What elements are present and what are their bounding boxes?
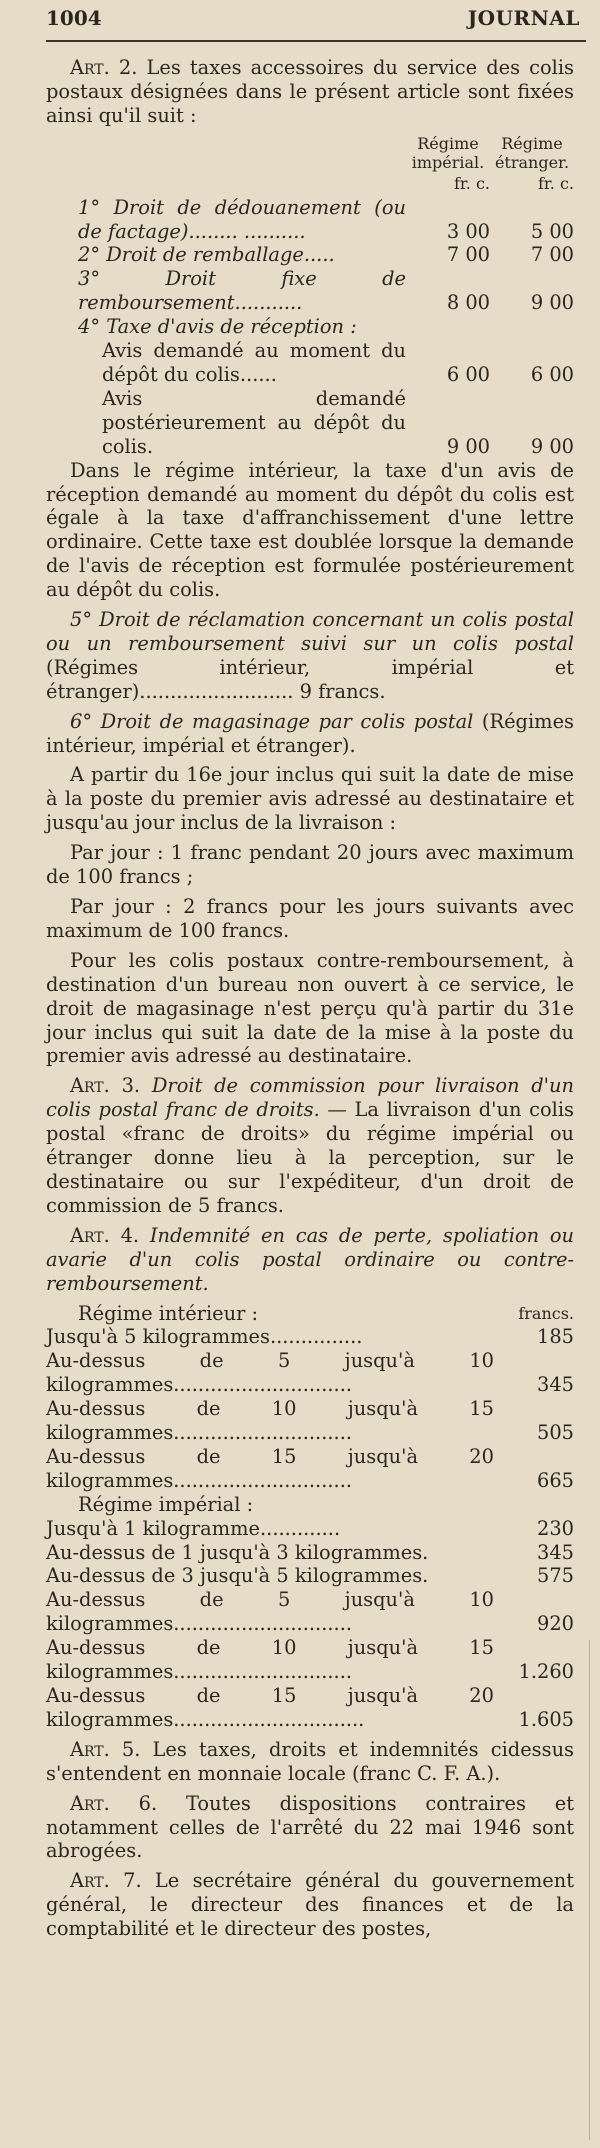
- indemnity-value: 230: [536, 1516, 574, 1540]
- indemnity-value: 665: [536, 1468, 574, 1492]
- art7-label: Art. 7.: [70, 1869, 142, 1893]
- indemnity-row: [46, 1445, 574, 1493]
- rate-row: [46, 387, 574, 459]
- art6: [46, 1792, 574, 1864]
- indemnity-value: 575: [536, 1564, 574, 1588]
- journal-title: JOURNAL: [467, 6, 580, 30]
- unit-francs: francs.: [518, 1303, 574, 1323]
- rate-label: 1° Droit de dédouanement (ou de factage)........ ..........: [78, 195, 406, 243]
- art3-title: Droit de commission pour livraison d'un colis postal franc de droits. —: [46, 1074, 574, 1122]
- art3: [46, 1074, 574, 1217]
- indemnity-value: 920: [536, 1612, 574, 1636]
- rate-row: [46, 267, 574, 315]
- rate-label: 3° Droit fixe de remboursement...........: [78, 267, 406, 315]
- col-head-imperial: Régime impérial.: [411, 133, 485, 172]
- indemnity-label: Au-dessus de 3 jusqu'à 5 kilogrammes.: [46, 1564, 429, 1588]
- item-5-title: 5° Droit de réclamation concernant un colis postal ou un remboursement suivi sur un colis postal: [46, 608, 574, 655]
- indemnity-label: Au-dessus de 10 jusqu'à 15 kilogrammes.............................: [46, 1397, 494, 1445]
- para-jour-1: Par jour : 1 franc pendant 20 jours avec maximum de 100 francs ;: [46, 841, 574, 889]
- rate-imperial: 7 00: [446, 243, 490, 267]
- indemnity-value: 505: [536, 1421, 574, 1445]
- indemnity-row: [46, 1541, 574, 1565]
- art3-label: Art. 3.: [70, 1074, 141, 1098]
- indemnity-label: Au-dessus de 15 jusqu'à 20 kilogrammes...............................: [46, 1684, 494, 1731]
- indemnity-value: 185: [536, 1325, 574, 1349]
- art2-intro-text: Les taxes accessoires du service des colis postaux désignées dans le présent article sont fixées ainsi qu'il suit :: [46, 56, 574, 127]
- item-5: [46, 608, 574, 704]
- art5-label: Art. 5.: [70, 1737, 141, 1761]
- indemnity-row: [46, 1397, 574, 1445]
- indemnity-row: [46, 1325, 574, 1349]
- art2-rates-table: [46, 134, 574, 459]
- art4: [46, 1224, 574, 1296]
- col-head-etranger: Régime étranger.: [494, 133, 570, 172]
- rate-etranger: 7 00: [530, 243, 574, 267]
- art3-text: La livraison d'un colis postal «franc de droits» du régime impérial ou étranger donne lieu à la perception, sur le destinataire ou sur l'expéditeur, d'un droit de commission de 5 francs.: [46, 1098, 574, 1217]
- art4-label: Art. 4.: [70, 1223, 140, 1247]
- rate-etranger: 5 00: [530, 219, 574, 243]
- indemnity-value: 1.605: [518, 1707, 574, 1731]
- unit-imperial: fr. c.: [453, 173, 490, 193]
- art5-text: Les taxes, droits et indemnités cidessus s'entendent en monnaie locale (franc C. F. A.).: [46, 1737, 575, 1785]
- art2-intro: [46, 56, 574, 128]
- art4-indemnity-table: [46, 1302, 574, 1732]
- indemnity-label: Jusqu'à 5 kilogrammes...............: [46, 1325, 363, 1349]
- art4-title: Indemnité en cas de perte, spoliation ou avarie d'un colis postal ordinaire ou contre-remboursement.: [46, 1223, 574, 1295]
- indemnity-row: [46, 1349, 574, 1397]
- para-contre-remboursement: Pour les colis postaux contre-remboursement, à destination d'un bureau non ouvert à ce service, le droit de magasinage n'est perçu qu'à partir du 31e jour inclus qui suit la date de la mise à la poste du premier avis adressé au destinataire.: [46, 948, 574, 1068]
- art7: [46, 1869, 574, 1941]
- indemnity-label: Au-dessus de 1 jusqu'à 3 kilogrammes.: [46, 1540, 429, 1564]
- header-rule: [46, 40, 586, 42]
- rate-label: Avis demandé au moment du dépôt du colis......: [102, 339, 406, 386]
- rate-imperial: 6 00: [446, 362, 490, 386]
- art7-text: Le secrétaire général du gouvernement général, le directeur des finances et de la comptabilité et le directeur des postes,: [46, 1869, 574, 1941]
- indemnity-value: 1.260: [518, 1660, 574, 1684]
- regime-imperial-heading: Régime impérial :: [78, 1492, 254, 1516]
- rate-imperial: 8 00: [446, 291, 490, 315]
- rate-imperial: 9 00: [446, 434, 490, 458]
- regime-interieur-heading: Régime intérieur :: [78, 1301, 259, 1325]
- page-header: [46, 6, 584, 36]
- indemnity-label: Au-dessus de 15 jusqu'à 20 kilogrammes.............................: [46, 1444, 494, 1492]
- unit-etranger: fr. c.: [537, 173, 574, 193]
- rate-label: 4° Taxe d'avis de réception :: [78, 315, 357, 339]
- rate-row: [46, 196, 574, 244]
- rate-label: 2° Droit de remballage.....: [78, 243, 335, 267]
- item-6-title: 6° Droit de magasinage par colis postal: [70, 709, 474, 733]
- art5: [46, 1738, 574, 1786]
- indemnity-value: 345: [536, 1540, 574, 1564]
- indemnity-row: [46, 1636, 574, 1684]
- item-6: [46, 710, 574, 758]
- text-column: [46, 56, 574, 1947]
- para-regime-interieur: Dans le régime intérieur, la taxe d'un avis de réception demandé au moment du dépôt du colis est égale à la taxe d'affranchissement d'une lettre ordinaire. Cette taxe est doublée lorsque la demande de l'avis de réception est formulée postérieurement au dépôt du colis.: [46, 458, 574, 602]
- para-jour-2: Par jour : 2 francs pour les jours suivants avec maximum de 100 francs.: [46, 895, 574, 942]
- indemnity-label: Jusqu'à 1 kilogramme.............: [46, 1516, 341, 1540]
- page-number: 1004: [46, 6, 102, 30]
- rate-row: [46, 243, 574, 267]
- art6-label: Art. 6.: [70, 1791, 158, 1815]
- indemnity-row: [46, 1588, 574, 1636]
- indemnity-row: [46, 1517, 574, 1541]
- indemnity-value: 345: [536, 1373, 574, 1397]
- column-divider: [589, 1640, 600, 2140]
- rate-row: [46, 315, 574, 339]
- rate-etranger: 9 00: [530, 291, 574, 315]
- art6-text: Toutes dispositions contraires et notamment celles de l'arrêté du 22 mai 1946 sont abrogées.: [46, 1791, 575, 1863]
- rate-etranger: 6 00: [530, 362, 574, 386]
- item-5-text: (Régimes intérieur, impérial et étranger)......................... 9 francs.: [46, 655, 574, 703]
- indemnity-label: Au-dessus de 5 jusqu'à 10 kilogrammes.............................: [46, 1349, 494, 1397]
- para-16e-jour: A partir du 16e jour inclus qui suit la date de mise à la poste du premier avis adressé au destinataire et jusqu'au jour inclus de la livraison :: [46, 763, 574, 835]
- item-6-text: (Régimes intérieur, impérial et étranger).: [46, 709, 574, 757]
- rate-label: Avis demandé postérieurement au dépôt du colis.: [102, 386, 406, 458]
- rate-row: [46, 339, 574, 387]
- rate-etranger: 9 00: [530, 434, 574, 458]
- art2-label: Art. 2.: [70, 56, 138, 79]
- indemnity-label: Au-dessus de 5 jusqu'à 10 kilogrammes.............................: [46, 1588, 494, 1636]
- indemnity-row: [46, 1564, 574, 1588]
- indemnity-row: [46, 1684, 574, 1732]
- indemnity-label: Au-dessus de 10 jusqu'à 15 kilogrammes.............................: [46, 1636, 494, 1684]
- rate-imperial: 3 00: [446, 219, 490, 243]
